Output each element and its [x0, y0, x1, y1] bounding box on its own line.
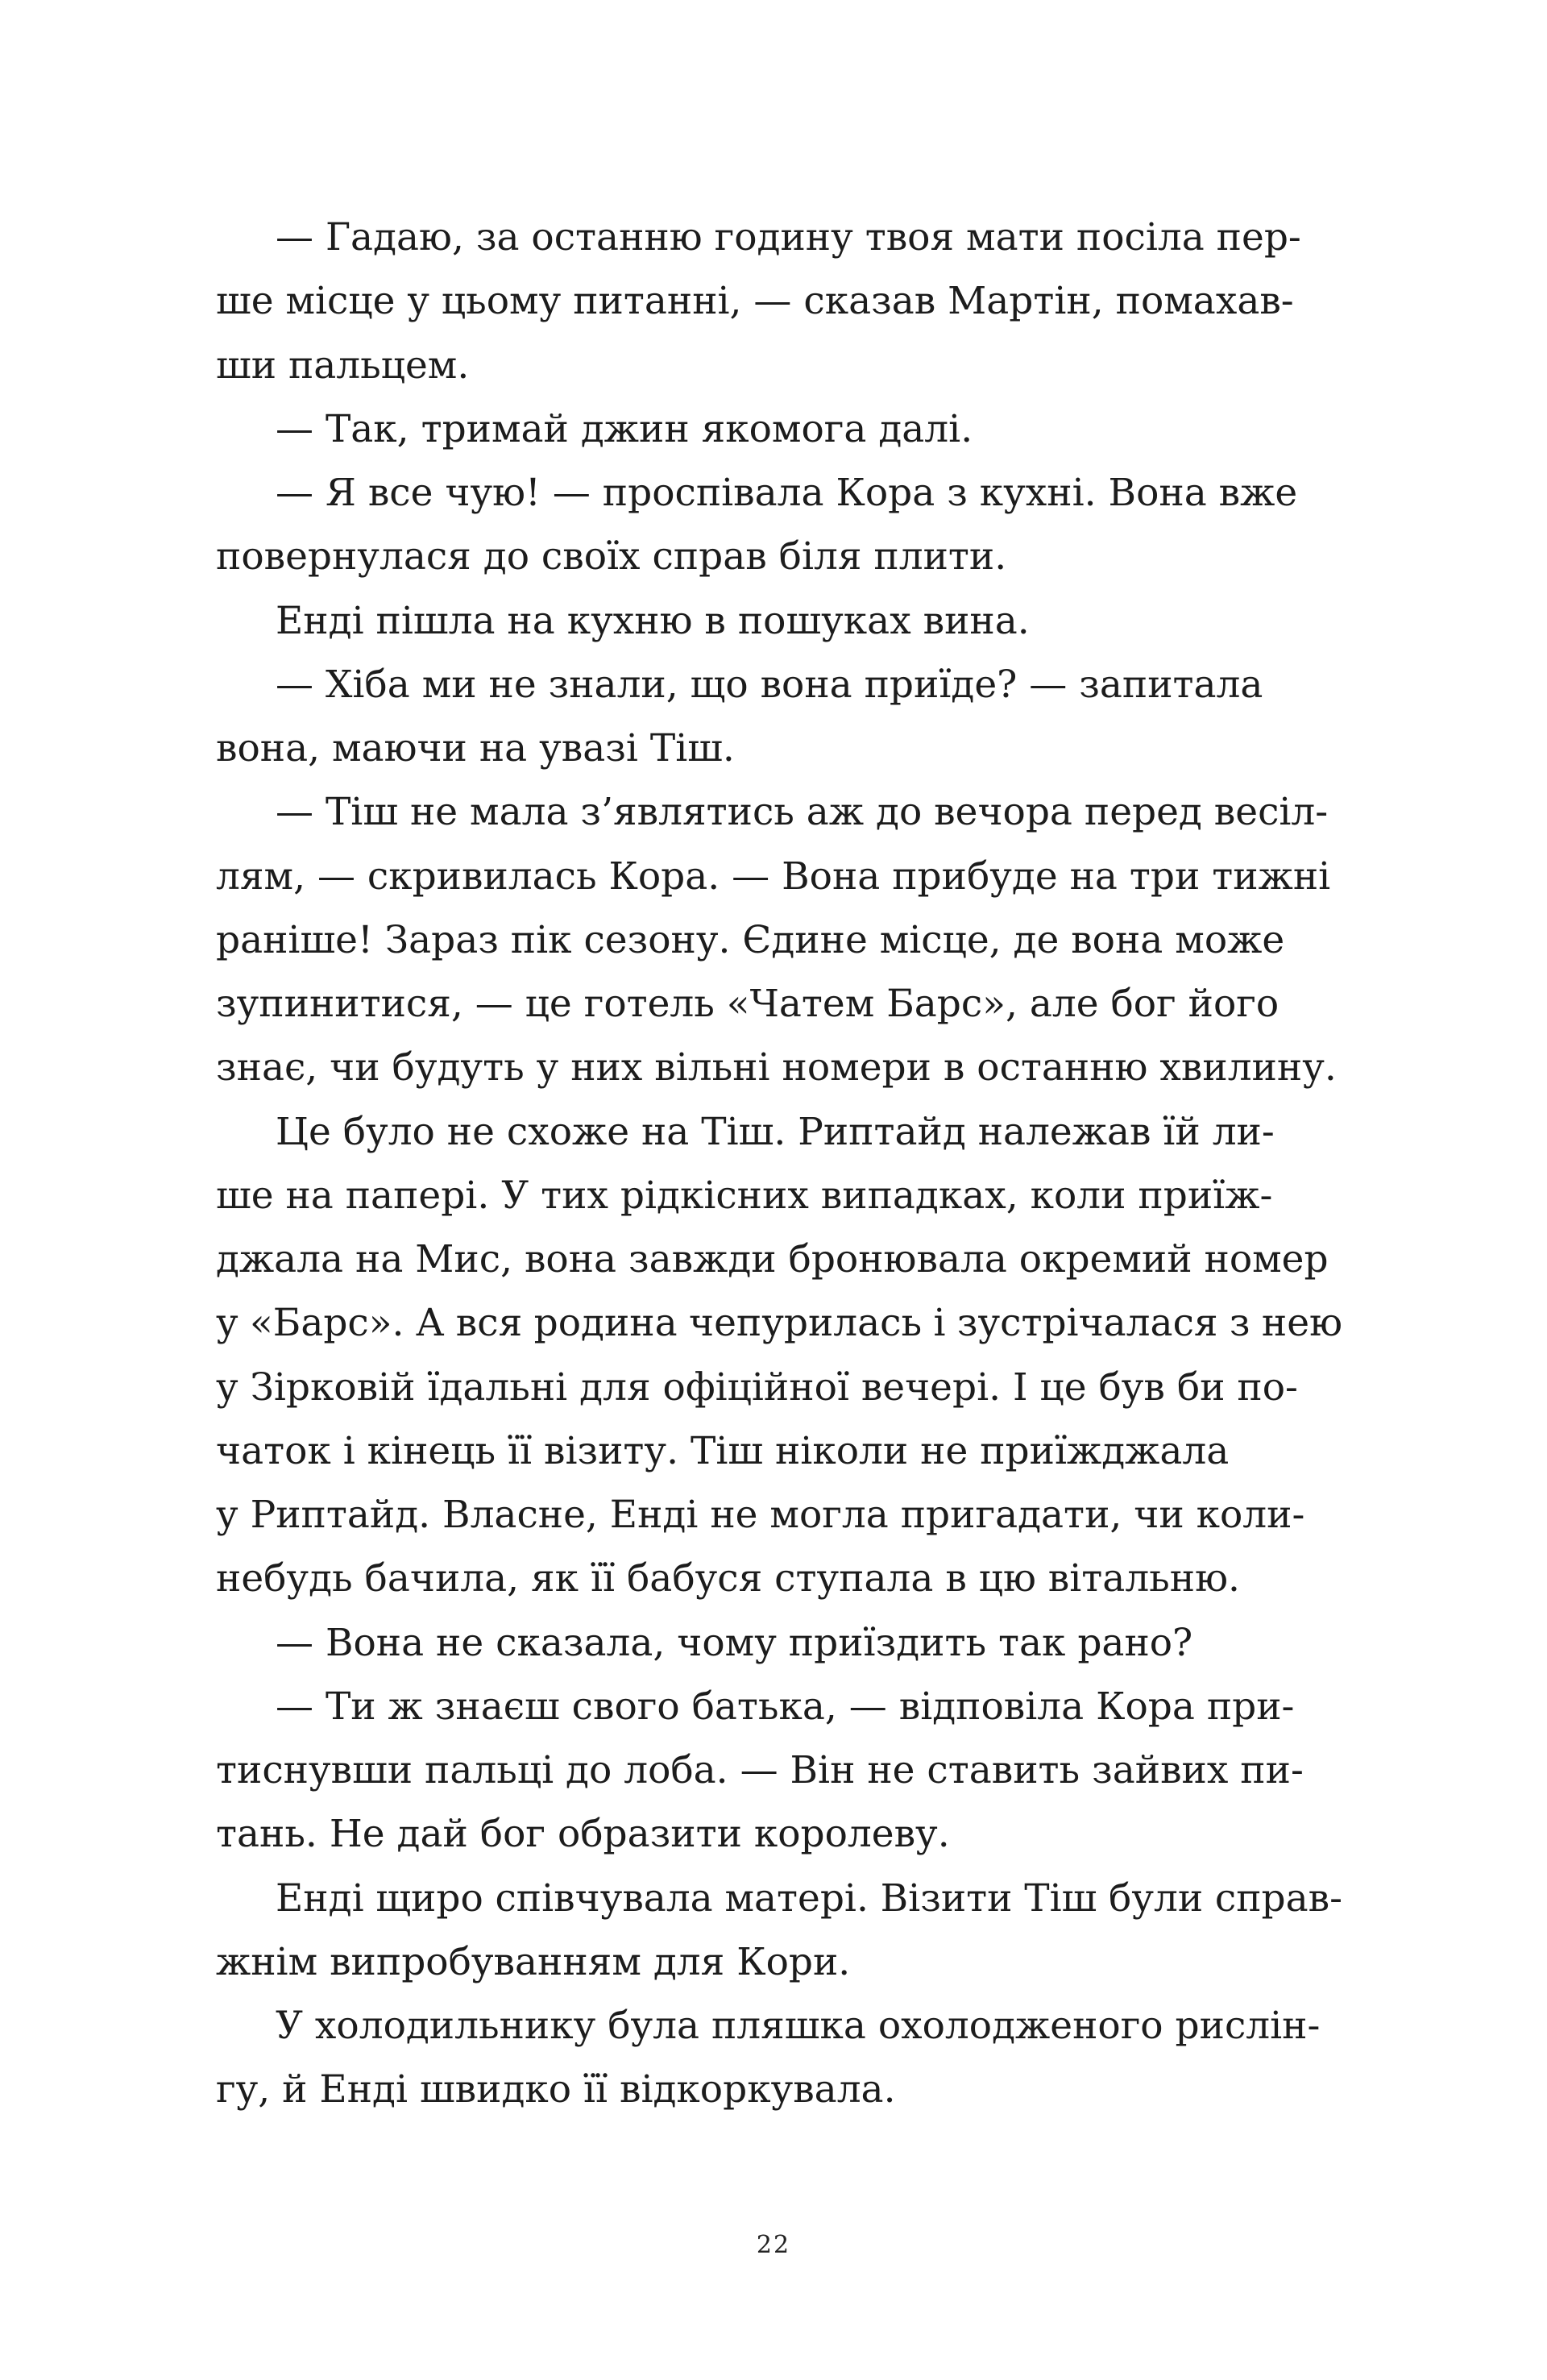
- text-line: гу, й Енді швидко її відкоркувала.: [216, 2067, 896, 2112]
- text-line: вона, маючи на увазі Тіш.: [216, 726, 735, 770]
- text-line: ши пальцем.: [216, 343, 470, 388]
- text-line: — Ти ж знаєш свого батька, — відповіла Кора при-: [276, 1684, 1295, 1729]
- text-line: джала на Мис, вона завжди бронювала окремий номер: [216, 1237, 1329, 1281]
- text-line: У холодильнику була пляшка охолодженого рислін-: [276, 2004, 1321, 2048]
- text-line: Енді щиро співчувала матері. Візити Тіш були справ-: [276, 1875, 1342, 1921]
- text-line: повернулася до своїх справ біля плити.: [216, 534, 1007, 579]
- text-line: — Тіш не мала з’являтись аж до вечора перед весіл-: [276, 790, 1329, 835]
- text-line: ше місце у цьому питанні, — сказав Мартін, помахав-: [216, 279, 1294, 324]
- text-line: лям, — скривилась Кора. — Вона прибуде на три тижні: [216, 854, 1331, 899]
- text-line: жнім випробуванням для Кори.: [216, 1939, 851, 1984]
- text-line: Енді пішла на кухню в пошуках вина.: [276, 598, 1030, 643]
- text-line: тиснувши пальці до лоба. — Він не ставить зайвих пи-: [216, 1748, 1304, 1792]
- text-line: чаток і кінець її візиту. Тіш ніколи не приїжджала: [216, 1428, 1230, 1473]
- text-line: раніше! Зараз пік сезону. Єдине місце, де вона може: [216, 917, 1285, 962]
- text-line: — Так, тримай джин якомога далі.: [276, 406, 973, 451]
- text-line: — Я все чую! — проспівала Кора з кухні. Вона вже: [276, 471, 1298, 515]
- text-line: ше на папері. У тих рідкісних випадках, коли приїж-: [216, 1173, 1273, 1218]
- text-line: у Риптайд. Власне, Енді не могла пригадати, чи коли-: [216, 1493, 1305, 1537]
- text-line: у Зірковій їдальні для офіційної вечері. І це був би по-: [216, 1364, 1298, 1410]
- text-line: — Вона не сказала, чому приїздить так рано?: [276, 1620, 1193, 1665]
- text-line: зупинитися, — це готель «Чатем Барс», але бог його: [216, 982, 1279, 1026]
- text-line: — Гадаю, за останню годину твоя мати посіла пер-: [276, 215, 1301, 260]
- text-line: тань. Не дай бог образити королеву.: [216, 1812, 950, 1857]
- body-text: [216, 206, 1342, 2122]
- text-line: — Хіба ми не знали, що вона приїде? — запитала: [276, 662, 1263, 707]
- page-number: 22: [756, 2231, 791, 2259]
- text-line: у «Барс». А вся родина чепурилась і зустрічалася з нею: [216, 1301, 1342, 1346]
- text-line: Це було не схоже на Тіш. Риптайд належав їй ли-: [276, 1109, 1275, 1154]
- text-line: небудь бачила, як її бабуся ступала в цю вітальню.: [216, 1556, 1240, 1601]
- text-line: знає, чи будуть у них вільні номери в останню хвилину.: [216, 1045, 1337, 1090]
